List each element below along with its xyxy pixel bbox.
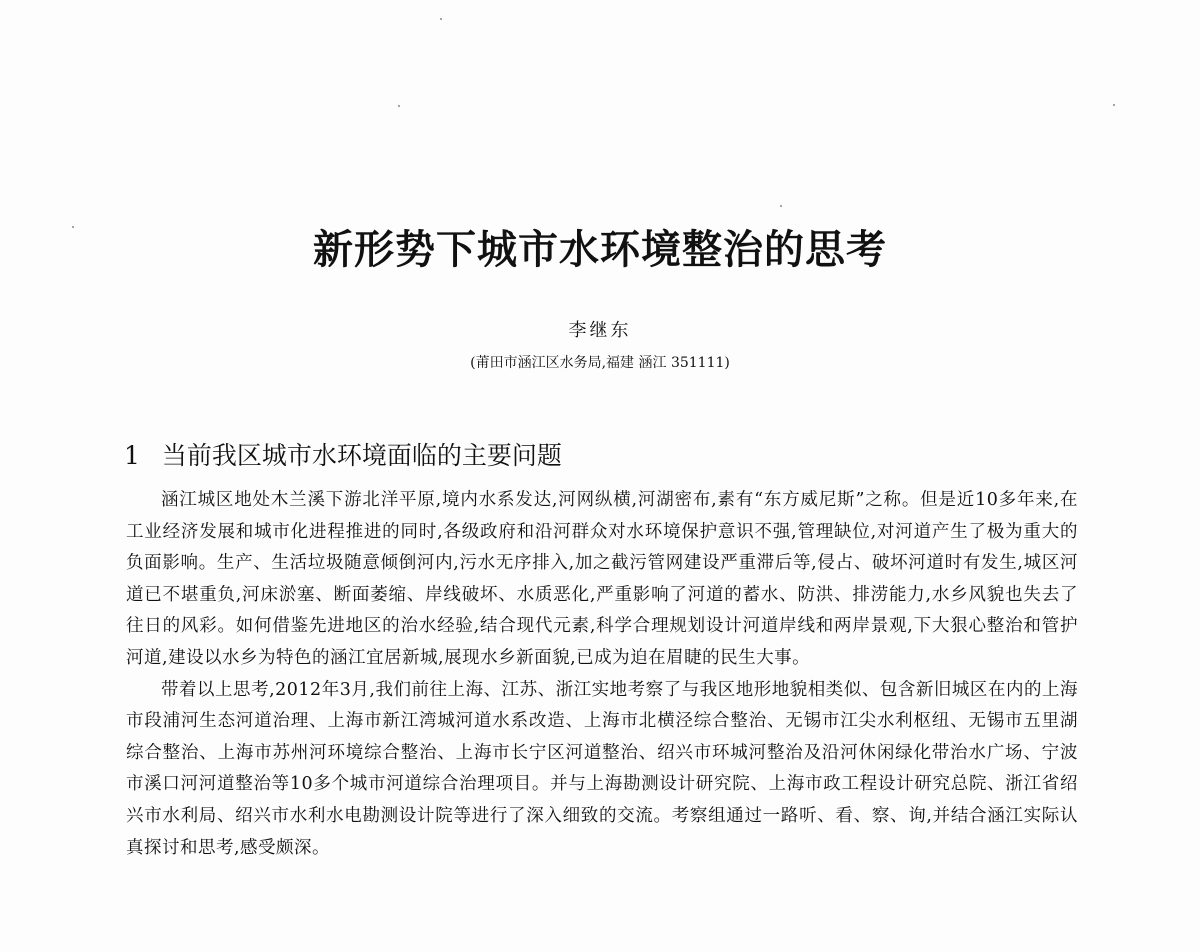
scan-speck [440, 18, 442, 20]
article-title: 新形势下城市水环境整治的思考 [313, 227, 887, 273]
paragraph: 带着以上思考,2012年3月,我们前往上海、江苏、浙江实地考察了与我区地形地貌相类似、包含新旧城区在内的上海市段浦河生态河道治理、上海市新江湾城河道水系改造、上海市北横泾综合整治、无锡市江尖水利枢纽、无锡市五里湖综合整治、上海市苏州河环境综合整治、上海市长宁区河道整治、绍兴市环城河整治及沿河休闲绿化带治水广场、宁波市溪口河河道整治等10多个城市河道综合治理项目。并与上海勘测设计研究院、上海市政工程设计研究总院、浙江省绍兴市水利局、绍兴市水利水电勘测设计院等进行了深入细致的交流。考察组通过一路听、看、察、询,并结合涵江实际认真探讨和思考,感受颇深。 [126, 679, 1078, 858]
author-name: 李继东 [568, 320, 632, 341]
author-affiliation: (莆田市涵江区水务局,福建 涵江 351111) [470, 355, 730, 371]
paragraph: 涵江城区地处木兰溪下游北洋平原,境内水系发达,河网纵横,河湖密布,素有“东方威尼斯”之称。但是近10多年来,在工业经济发展和城市化进程推进的同时,各级政府和沿河群众对水环境保护意识不强,管理缺位,对河道产生了极为重大的负面影响。生产、生活垃圾随意倾倒河内,污水无序排入,加之截污管网建设严重滞后等,侵占、破坏河道时有发生,城区河道已不堪重负,河床淤塞、断面萎缩、岸线破坏、水质恶化,严重影响了河道的蓄水、防洪、排涝能力,水乡风貌也失去了往日的风彩。如何借鉴先进地区的治水经验,结合现代元素,科学合理规划设计河道岸线和两岸景观,下大狠心整治和管护河道,建设以水乡为特色的涵江宜居新城,展现水乡新面貌,已成为迫在眉睫的民生大事。 [126, 490, 1078, 668]
section-heading [124, 436, 562, 472]
scan-speck [398, 105, 400, 107]
section-number: 1 [124, 441, 140, 470]
section-body [126, 485, 1078, 864]
scan-speck [1113, 104, 1115, 106]
scan-speck [780, 205, 782, 207]
section-title: 当前我区城市水环境面临的主要问题 [161, 441, 562, 470]
